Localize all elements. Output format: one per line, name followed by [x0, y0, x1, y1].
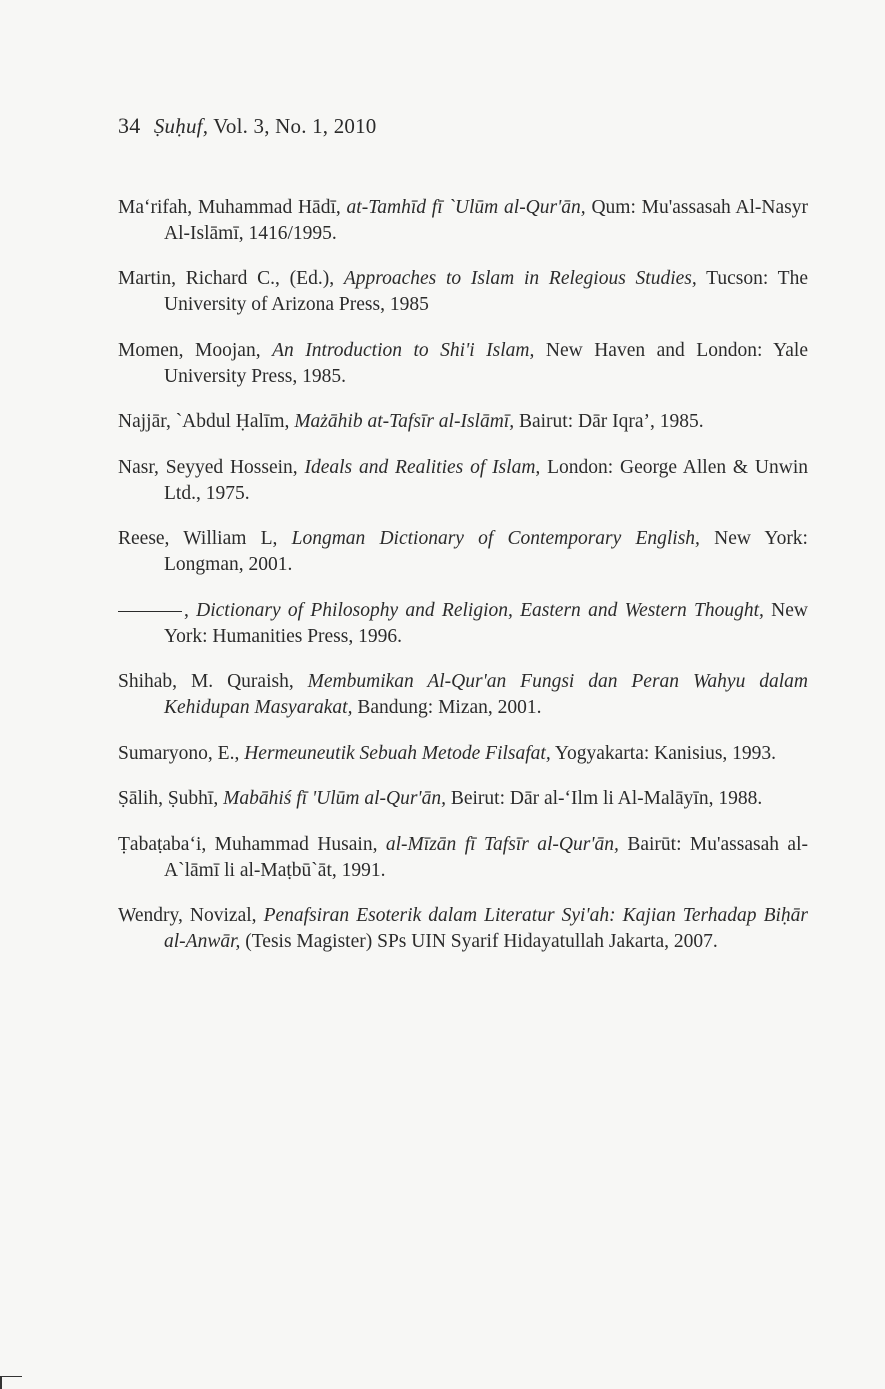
- bibliography-list: [118, 175, 808, 955]
- reference-entry: Momen, Moojan, An Introduction to Shi'i Islam, New Haven and London: Yale University Press, 1985.: [118, 339, 808, 387]
- page-number: 34: [118, 113, 141, 138]
- reference-entry: Ma‘rifah, Muhammad Hādī, at-Tamhīd fī `Ulūm al-Qur'ān, Qum: Mu'assasah Al-Nasyr Al-Islāmī, 1416/1995.: [118, 196, 808, 244]
- repeat-author-dash: [118, 611, 182, 612]
- reference-entry: Najjār, `Abdul Ḥalīm, Mażāhib at-Tafsīr al-Islāmī, Bairut: Dār Iqra’, 1985.: [118, 411, 704, 432]
- reference-entry: Reese, William L, Longman Dictionary of Contemporary English, New York: Longman, 2001.: [118, 528, 808, 575]
- scan-corner-mark: [0, 1376, 22, 1389]
- reference-entry: Ṭabaṭaba‘i, Muhammad Husain, al-Mīzān fī Tafsīr al-Qur'ān, Bairūt: Mu'assasah al-A`lāmī li al-Maṭbū`āt, 1991.: [118, 833, 808, 881]
- reference-entry: Martin, Richard C., (Ed.), Approaches to Islam in Relegious Studies, Tucson: The University of Arizona Press, 1985: [118, 268, 808, 315]
- reference-entry: Wendry, Novizal, Penafsiran Esoterik dalam Literatur Syi'ah: Kajian Terhadap Biḥār al-Anwār, (Tesis Magister) SPs UIN Syarif Hidayatullah Jakarta, 2007.: [118, 905, 808, 952]
- running-header: [118, 113, 377, 139]
- reference-entry: , Dictionary of Philosophy and Religion, Eastern and Western Thought, New York: Humanities Press, 1996.: [118, 598, 808, 650]
- reference-entry: Sumaryono, E., Hermeuneutik Sebuah Metode Filsafat, Yogyakarta: Kanisius, 1993.: [118, 742, 777, 764]
- reference-entry: Nasr, Seyyed Hossein, Ideals and Realities of Islam, London: George Allen & Unwin Ltd., 1975.: [118, 456, 808, 504]
- journal-volume: Vol. 3, No. 1, 2010: [213, 114, 377, 138]
- reference-entry: Shihab, M. Quraish, Membumikan Al-Qur'an Fungsi dan Peran Wahyu dalam Kehidupan Masyarakat, Bandung: Mizan, 2001.: [118, 671, 808, 718]
- reference-entry: Ṣālih, Ṣubhī, Mabāhiś fī 'Ulūm al-Qur'ān, Beirut: Dār al-‘Ilm li Al-Malāyīn, 1988.: [118, 788, 763, 809]
- journal-name: Ṣuḥuf,: [153, 114, 209, 138]
